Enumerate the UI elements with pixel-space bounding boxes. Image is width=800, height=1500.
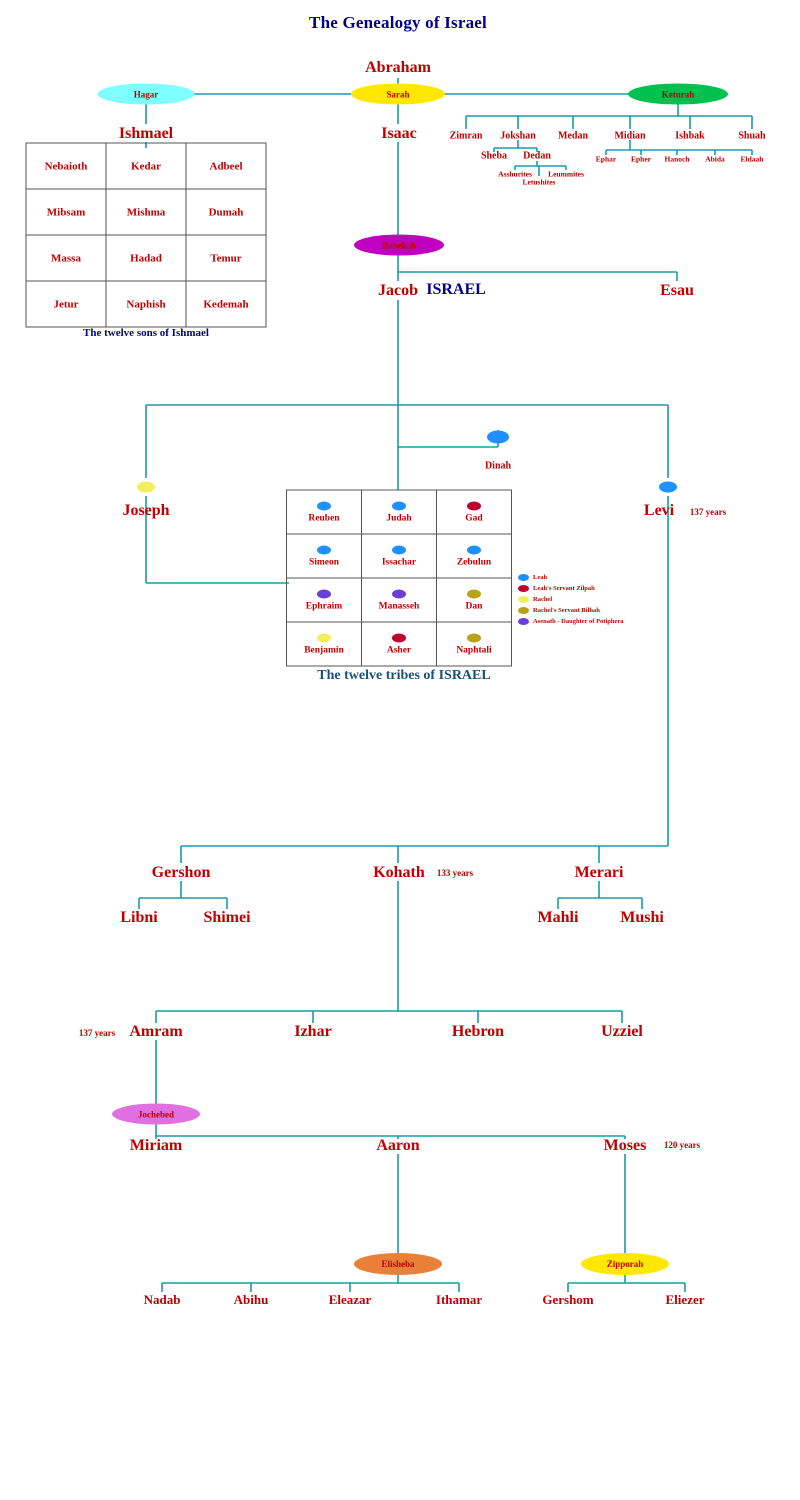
legend-label: Rachel xyxy=(533,596,553,603)
person-ephar[interactable]: Ephar xyxy=(595,154,617,164)
person-zimran[interactable]: Zimran xyxy=(449,130,483,142)
person-eliezer[interactable]: Eliezer xyxy=(665,1292,705,1307)
mother-dot xyxy=(467,501,481,510)
person-abida[interactable]: Abida xyxy=(705,154,725,164)
person-levi[interactable]: Levi xyxy=(643,502,675,519)
page-title: The Genealogy of Israel xyxy=(309,13,487,32)
legend-item-rachel xyxy=(518,594,624,605)
table-cell[interactable]: Kedemah xyxy=(186,281,266,327)
person-leummites[interactable]: Leummites xyxy=(548,169,584,179)
legend-item-zilpah xyxy=(518,583,624,594)
mother-dot xyxy=(317,633,331,642)
tribe-label: Ephraim xyxy=(305,601,343,611)
person-midian[interactable]: Midian xyxy=(614,130,646,142)
legend-item-asenath xyxy=(518,616,624,627)
legend-item-bilhah xyxy=(518,605,624,616)
person-ishmael[interactable]: Ishmael xyxy=(118,125,174,142)
person-amram[interactable]: Amram xyxy=(129,1023,183,1040)
tribe-cell-ephraim[interactable] xyxy=(287,578,362,622)
mother-dot xyxy=(317,589,331,598)
person-dedan[interactable]: Dedan xyxy=(523,150,551,162)
person-hebron[interactable]: Hebron xyxy=(451,1023,505,1040)
legend-label: Leah xyxy=(533,574,548,581)
tribe-label: Manasseh xyxy=(378,601,420,611)
table-cell[interactable]: Mibsam xyxy=(26,189,106,235)
mother-dot xyxy=(392,501,406,510)
tribe-label: Benjamin xyxy=(304,645,344,655)
table-cell[interactable]: Mishma xyxy=(106,189,186,235)
person-merari[interactable]: Merari xyxy=(574,864,624,881)
tribe-cell-dan[interactable] xyxy=(437,578,512,622)
person-elisheba[interactable]: Elisheba xyxy=(354,1253,442,1275)
joseph-dot xyxy=(137,482,155,493)
person-shuah[interactable]: Shuah xyxy=(738,130,766,142)
tribe-cell-gad[interactable] xyxy=(437,490,512,534)
tribe-cell-simeon[interactable] xyxy=(287,534,362,578)
tribe-label: Issachar xyxy=(381,557,417,567)
tribe-cell-manasseh[interactable] xyxy=(362,578,437,622)
mother-dot xyxy=(392,589,406,598)
person-joseph[interactable]: Joseph xyxy=(122,502,170,519)
person-abihu[interactable]: Abihu xyxy=(233,1292,269,1307)
person-izhar[interactable]: Izhar xyxy=(294,1023,332,1040)
table-cell[interactable]: Kedar xyxy=(106,143,186,189)
table-cell[interactable]: Hadad xyxy=(106,235,186,281)
mother-dot xyxy=(392,545,406,554)
tribe-cell-naphtali[interactable] xyxy=(437,622,512,666)
tribe-cell-judah[interactable] xyxy=(362,490,437,534)
mother-dot xyxy=(467,633,481,642)
tribe-label: Dan xyxy=(465,601,483,611)
person-asshurites[interactable]: Asshurites xyxy=(498,169,532,179)
person-ithamar[interactable]: Ithamar xyxy=(435,1292,483,1307)
label-israel: ISRAEL xyxy=(426,281,486,298)
tribe-label: Simeon xyxy=(308,557,340,567)
tribe-cell-zebulun[interactable] xyxy=(437,534,512,578)
tribe-label: Gad xyxy=(465,513,483,523)
person-hagar[interactable]: Hagar xyxy=(98,84,195,105)
person-keturah[interactable]: Keturah xyxy=(628,84,728,105)
person-gershon[interactable]: Gershon xyxy=(151,864,211,881)
levi-age: 137 years xyxy=(689,507,727,517)
person-miriam[interactable]: Miriam xyxy=(129,1137,183,1154)
mother-dot xyxy=(317,501,331,510)
legend-dot xyxy=(518,607,529,614)
person-dinah[interactable]: Dinah xyxy=(484,460,512,472)
table-cell[interactable]: Naphish xyxy=(106,281,186,327)
mother-dot xyxy=(317,545,331,554)
tribe-label: Naphtali xyxy=(456,645,492,655)
tribe-cell-reuben[interactable] xyxy=(287,490,362,534)
table-cell[interactable]: Adbeel xyxy=(186,143,266,189)
person-eldaah[interactable]: Eldaah xyxy=(740,154,764,164)
tribe-label: Zebulun xyxy=(456,557,492,567)
person-libni[interactable]: Libni xyxy=(120,909,158,926)
table-cell[interactable]: Massa xyxy=(26,235,106,281)
person-sheba[interactable]: Sheba xyxy=(480,150,508,162)
mother-dot xyxy=(467,545,481,554)
legend-label: Rachel's Servant Bilhah xyxy=(533,607,600,614)
person-epher[interactable]: Epher xyxy=(630,154,652,164)
ishmael-sons-caption: The twelve sons of Ishmael xyxy=(83,327,209,339)
person-eleazar[interactable]: Eleazar xyxy=(328,1292,372,1307)
dinah-dot xyxy=(487,431,509,444)
tribe-label: Asher xyxy=(386,645,412,655)
table-cell[interactable]: Dumah xyxy=(186,189,266,235)
person-moses[interactable]: Moses xyxy=(603,1137,647,1154)
legend-label: Leah's Servant Zilpah xyxy=(533,585,595,592)
table-cell[interactable]: Jetur xyxy=(26,281,106,327)
table-cell[interactable]: Nebaioth xyxy=(26,143,106,189)
person-medan[interactable]: Medan xyxy=(558,130,588,142)
person-aaron[interactable]: Aaron xyxy=(376,1137,420,1154)
person-jochebed[interactable]: Jochebed xyxy=(112,1104,200,1125)
amram-age: 137 years xyxy=(78,1028,116,1038)
person-gershom[interactable]: Gershom xyxy=(542,1292,594,1307)
person-uzziel[interactable]: Uzziel xyxy=(601,1023,643,1040)
ishmael-sons-table xyxy=(26,143,267,328)
person-sarah[interactable]: Sarah xyxy=(351,84,445,105)
person-hanoch[interactable]: Hanoch xyxy=(664,154,690,164)
tribe-label: Judah xyxy=(386,513,412,523)
person-mushi[interactable]: Mushi xyxy=(620,909,664,926)
person-nadab[interactable]: Nadab xyxy=(143,1292,181,1307)
moses-age: 120 years xyxy=(663,1140,701,1150)
mothers-legend xyxy=(518,572,624,627)
kohath-age: 133 years xyxy=(436,868,474,878)
tribe-label: Reuben xyxy=(308,513,340,523)
person-rebekah[interactable]: Rebekah xyxy=(354,235,444,256)
legend-dot xyxy=(518,585,529,592)
person-esau[interactable]: Esau xyxy=(660,282,694,299)
mother-dot xyxy=(467,589,481,598)
mother-dot xyxy=(392,633,406,642)
person-abraham[interactable]: Abraham xyxy=(365,59,431,76)
legend-dot xyxy=(518,574,529,581)
tribe-cell-benjamin[interactable] xyxy=(287,622,362,666)
tribes-table xyxy=(286,490,512,667)
table-cell[interactable]: Temur xyxy=(186,235,266,281)
person-kohath[interactable]: Kohath xyxy=(373,864,425,881)
person-jacob[interactable]: Jacob xyxy=(378,282,418,299)
levi-dot xyxy=(659,482,677,493)
person-zipporah[interactable]: Zipporah xyxy=(581,1253,669,1275)
person-isaac[interactable]: Isaac xyxy=(381,125,417,142)
tribe-cell-asher[interactable] xyxy=(362,622,437,666)
legend-item-leah xyxy=(518,572,624,583)
person-jokshan[interactable]: Jokshan xyxy=(500,130,536,142)
person-shimei[interactable]: Shimei xyxy=(203,909,251,926)
tribes-caption: The twelve tribes of ISRAEL xyxy=(317,668,491,683)
person-letushites[interactable]: Letushites xyxy=(522,177,556,187)
legend-label: Asenath - Daughter of Potiphera xyxy=(533,618,624,625)
tribe-cell-issachar[interactable] xyxy=(362,534,437,578)
person-mahli[interactable]: Mahli xyxy=(537,909,579,926)
legend-dot xyxy=(518,596,529,603)
person-ishbak[interactable]: Ishbak xyxy=(675,130,705,142)
legend-dot xyxy=(518,618,529,625)
